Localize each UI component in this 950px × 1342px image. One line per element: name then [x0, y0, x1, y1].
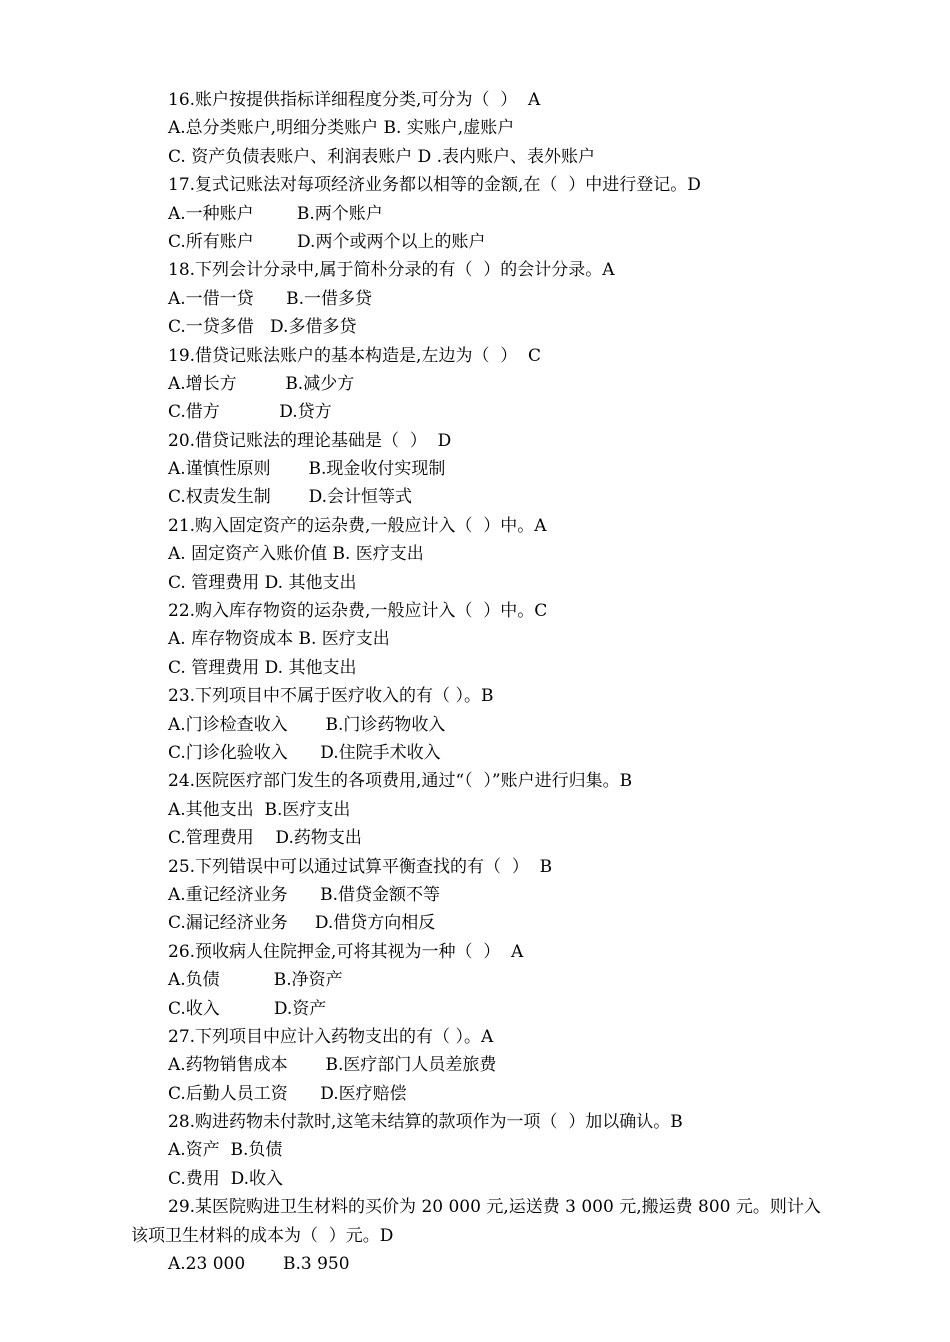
question-16-stem: 16.账户按提供指标详细程度分类,可分为（ ） A [168, 90, 541, 110]
question-19-stem: 19.借贷记账法账户的基本构造是,左边为（ ） C [168, 345, 542, 366]
question-29-stem: 29.某医院购进卫生材料的买价为 20 000 元,运送费 3 000 元,搬运费 800 元。则计入 [168, 1197, 821, 1218]
question-23-options-ab: A.门诊检查收入 B.门诊药物收入 [168, 714, 446, 735]
question-24-options-ab: A.其他支出 B.医疗支出 [168, 799, 351, 820]
question-24-options-cd: C.管理费用 D.药物支出 [168, 828, 362, 849]
question-20-options-cd: C.权责发生制 D.会计恒等式 [168, 487, 413, 508]
question-18-options-ab: A.一借一贷 B.一借多贷 [168, 288, 372, 309]
question-16-options-ab: A.总分类账户,明细分类账户 B. 实账户,虚账户 [168, 118, 515, 139]
question-29-options-ab: A.23 000 B.3 950 [168, 1254, 350, 1275]
question-22-options-ab: A. 库存物资成本 B. 医疗支出 [168, 629, 390, 650]
question-26-stem: 26.预收病人住院押金,可将其视为一种（ ） A [168, 941, 524, 962]
question-19-options-ab: A.增长方 B.减少方 [168, 373, 355, 394]
question-28-options-cd: C.费用 D.收入 [168, 1168, 284, 1189]
question-20-options-ab: A.谨慎性原则 B.现金收付实现制 [168, 459, 446, 480]
question-21-stem: 21.购入固定资产的运杂费,一般应计入（ ）中。A [168, 515, 547, 536]
question-17-options-ab: A.一种账户 B.两个账户 [168, 203, 383, 224]
question-27-options-cd: C.后勤人员工资 D.医疗赔偿 [168, 1083, 407, 1104]
question-22-options-cd: C. 管理费用 D. 其他支出 [168, 657, 357, 678]
question-25-stem: 25.下列错误中可以通过试算平衡查找的有（ ） B [168, 856, 553, 877]
question-23-options-cd: C.门诊化验收入 D.住院手术收入 [168, 742, 441, 763]
question-28-options-ab: A.资产 B.负债 [168, 1140, 283, 1161]
question-27-options-ab: A.药物销售成本 B.医疗部门人员差旅费 [168, 1055, 497, 1076]
question-16-options-cd: C. 资产负债表账户、利润表账户 D .表内账户、表外账户 [168, 146, 596, 167]
question-25-options-cd: C.漏记经济业务 D.借贷方向相反 [168, 913, 436, 934]
question-29-stem-continued: 该项卫生材料的成本为（ ）元。D [131, 1225, 394, 1246]
question-26-options-ab: A.负债 B.净资产 [168, 970, 343, 991]
question-22-stem: 22.购入库存物资的运杂费,一般应计入（ ）中。C [168, 601, 548, 622]
question-24-stem: 24.医院医疗部门发生的各项费用,通过“（ ）”账户进行归集。B [168, 771, 633, 792]
question-21-options-ab: A. 固定资产入账价值 B. 医疗支出 [168, 544, 424, 565]
question-20-stem: 20.借贷记账法的理论基础是（ ） D [168, 430, 452, 451]
question-27-stem: 27.下列项目中应计入药物支出的有（ ）。A [168, 1026, 494, 1047]
question-21-options-cd: C. 管理费用 D. 其他支出 [168, 572, 357, 593]
question-23-stem: 23.下列项目中不属于医疗收入的有（ ）。B [168, 686, 494, 707]
question-17-stem: 17.复式记账法对每项经济业务都以相等的金额,在（ ）中进行登记。D [168, 175, 701, 196]
question-25-options-ab: A.重记经济业务 B.借贷金额不等 [168, 884, 440, 905]
question-18-stem: 18.下列会计分录中,属于简朴分录的有（ ）的会计分录。A [168, 260, 615, 281]
question-28-stem: 28.购进药物未付款时,这笔未结算的款项作为一项（ ）加以确认。B [168, 1112, 683, 1133]
question-18-options-cd: C.一贷多借 D.多借多贷 [168, 317, 357, 338]
question-17-options-cd: C.所有账户 D.两个或两个以上的账户 [168, 231, 486, 252]
question-26-options-cd: C.收入 D.资产 [168, 998, 327, 1019]
question-list [131, 86, 851, 1278]
question-19-options-cd: C.借方 D.贷方 [168, 402, 332, 423]
